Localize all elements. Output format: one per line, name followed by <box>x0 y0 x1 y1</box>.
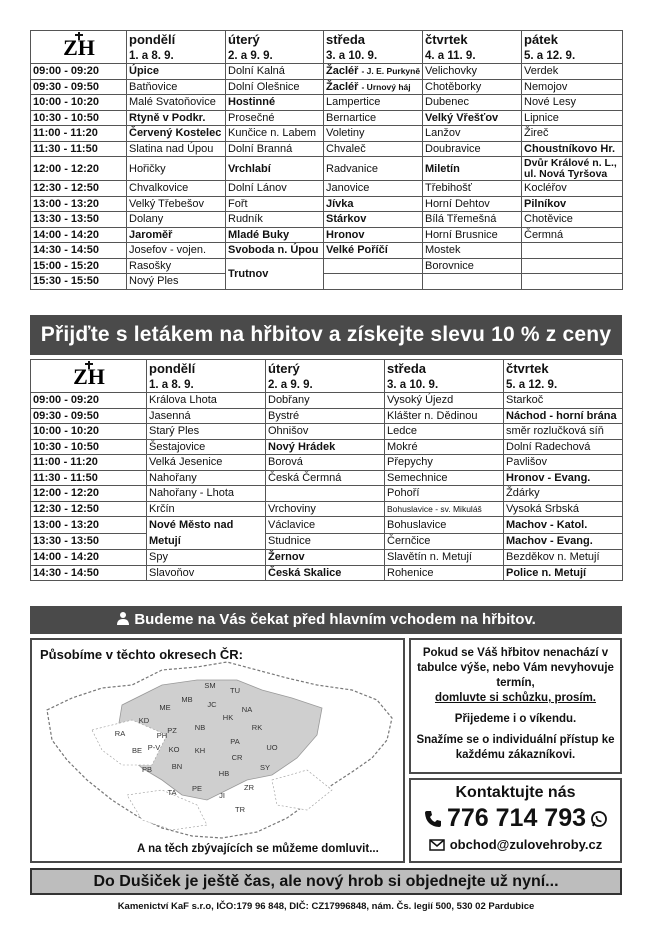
cell: Horní Dehtov <box>423 196 522 212</box>
cell: Krčín <box>147 501 266 517</box>
cell <box>324 274 423 290</box>
time-slot: 11:30 - 11:50 <box>31 141 127 157</box>
district-label: RA <box>114 729 126 738</box>
cell: Svoboda n. Úpou <box>226 243 324 259</box>
table-row <box>31 157 623 181</box>
table-row <box>31 274 623 290</box>
t2-day-name: pondělí <box>147 360 266 378</box>
time-slot: 13:00 - 13:20 <box>31 196 127 212</box>
cell: Slatina nad Úpou <box>127 141 226 157</box>
t1-day-dates: 3. a 10. 9. <box>324 48 423 63</box>
district-label: PZ <box>167 726 177 735</box>
cell: Bohuslavice <box>385 517 504 534</box>
cell: Pavlišov <box>504 455 623 471</box>
cell: Choustníkovo Hr. <box>522 141 623 157</box>
t2-day-dates: 2. a 9. 9. <box>266 377 385 392</box>
cell: Vrchlabí <box>226 157 324 181</box>
cell: Lipnice <box>522 110 623 126</box>
district-label: TA <box>167 788 177 797</box>
cell: Králova Lhota <box>147 393 266 409</box>
time-slot: 12:30 - 12:50 <box>31 181 127 197</box>
time-slot: 13:30 - 13:50 <box>31 533 147 550</box>
cell: Česká Skalice <box>266 565 385 581</box>
cell: Fořt <box>226 196 324 212</box>
info-p3: Snažíme se o individuální přístup ke každému zákazníkovi. <box>416 734 615 761</box>
cell: Chotěborky <box>423 79 522 95</box>
table-row <box>31 258 623 274</box>
district-label: BN <box>171 762 183 771</box>
table-row <box>31 424 623 440</box>
t2-day-dates: 5. a 12. 9. <box>504 377 623 392</box>
cell: Nahořany - Lhota <box>147 486 266 502</box>
contact-phone[interactable] <box>411 804 620 833</box>
czech-map <box>32 640 403 861</box>
t1-day-name: středa <box>324 31 423 49</box>
cell: Janovice <box>324 181 423 197</box>
cell: Česká Čermná <box>266 470 385 486</box>
cell: Dvůr Králové n. L., ul. Nová Tyršova <box>522 157 623 181</box>
time-slot: 09:30 - 09:50 <box>31 79 127 95</box>
cell: Starý Ples <box>147 424 266 440</box>
cell: Bernartice <box>324 110 423 126</box>
district-label: JI <box>219 791 225 800</box>
contact-title: Kontaktujte nás <box>455 784 576 801</box>
cell: Přepychy <box>385 455 504 471</box>
time-slot: 12:00 - 12:20 <box>31 486 147 502</box>
t2-day-dates: 1. a 8. 9. <box>147 377 266 392</box>
time-slot: 09:30 - 09:50 <box>31 408 147 424</box>
cell: Bohuslavice - sv. Mikuláš <box>385 501 504 517</box>
cell: Radvanice <box>324 157 423 181</box>
cell: Velký Vřešťov <box>423 110 522 126</box>
cell: Hronov <box>324 227 423 243</box>
cell: Ledce <box>385 424 504 440</box>
cell: Velké Poříčí <box>324 243 423 259</box>
cell: Rasošky <box>127 258 226 274</box>
cell <box>423 274 522 290</box>
table-row <box>31 393 623 409</box>
cell: Hostinné <box>226 95 324 111</box>
cell: Vrchoviny <box>266 501 385 517</box>
cell: Chvalkovice <box>127 181 226 197</box>
cell: Jaroměř <box>127 227 226 243</box>
cell: Slavětín n. Metují <box>385 550 504 566</box>
table-row <box>31 533 623 550</box>
cell: Dolní Branná <box>226 141 324 157</box>
table-row <box>31 565 623 581</box>
table-row <box>31 64 623 80</box>
cell: Spy <box>147 550 266 566</box>
cell: Chvaleč <box>324 141 423 157</box>
cell: Machov - Evang. <box>504 533 623 550</box>
cell: Klášter n. Dědinou <box>385 408 504 424</box>
cell <box>522 258 623 274</box>
district-label: PB <box>141 765 153 774</box>
time-slot: 12:00 - 12:20 <box>31 157 127 181</box>
cell: Borovnice <box>423 258 522 274</box>
contact-box <box>409 778 622 863</box>
table-row <box>31 227 623 243</box>
table-row <box>31 181 623 197</box>
cell: Mokré <box>385 439 504 455</box>
cell: Úpice <box>127 64 226 80</box>
time-slot: 14:00 - 14:20 <box>31 550 147 566</box>
cell: Dolní Radechová <box>504 439 623 455</box>
time-slot: 14:00 - 14:20 <box>31 227 127 243</box>
cell: Nemojov <box>522 79 623 95</box>
cell: Slavoňov <box>147 565 266 581</box>
district-label: SY <box>259 763 271 772</box>
bottom-banner: Do Dušiček je ještě čas, ale nový hrob si objednejte už nyní... <box>30 868 622 895</box>
cell: Vysoký Újezd <box>385 393 504 409</box>
table-row <box>31 455 623 471</box>
cell: Dolany <box>127 212 226 228</box>
cell: Horní Brusnice <box>423 227 522 243</box>
info-p1: Pokud se Váš hřbitov nenachází v tabulce výše, nebo Vám nevyhovuje termín, <box>417 647 614 689</box>
cell: Hořičky <box>127 157 226 181</box>
cell: Lanžov <box>423 126 522 142</box>
cell <box>266 486 385 502</box>
cell: Žacléř - Urnový háj <box>324 79 423 95</box>
cell: Machov - Katol. <box>504 517 623 534</box>
table-row <box>31 243 623 259</box>
district-label: TR <box>235 805 245 814</box>
district-label: BE <box>131 746 143 755</box>
cell: Žireč <box>522 126 623 142</box>
cell: Velichovky <box>423 64 522 80</box>
cell: Batňovice <box>127 79 226 95</box>
discount-banner: Přijďte s letákem na hřbitov a získejte slevu 10 % z ceny hrobu. <box>30 315 622 355</box>
whatsapp-icon <box>590 810 608 828</box>
info-p2: Přijedeme i o víkendu. <box>454 713 577 725</box>
t1-day-dates: 2. a 9. 9. <box>226 48 324 63</box>
district-label: TU <box>230 686 240 695</box>
table-row <box>31 212 623 228</box>
table-row <box>31 141 623 157</box>
svg-text:ZH: ZH <box>62 35 95 60</box>
time-slot: 11:00 - 11:20 <box>31 455 147 471</box>
district-label: ZR <box>244 783 254 792</box>
cell: Pilníkov <box>522 196 623 212</box>
cell: Václavice <box>266 517 385 534</box>
cell: Semechnice <box>385 470 504 486</box>
district-label: HB <box>218 769 230 778</box>
cell: Trutnov <box>226 258 324 289</box>
cell: Stárkov <box>324 212 423 228</box>
time-slot: 15:30 - 15:50 <box>31 274 127 290</box>
person-icon <box>116 611 134 628</box>
cell: Borová <box>266 455 385 471</box>
district-label: MB <box>181 695 193 704</box>
cell: Dubenec <box>423 95 522 111</box>
time-slot: 09:00 - 09:20 <box>31 393 147 409</box>
time-slot: 10:30 - 10:50 <box>31 439 147 455</box>
table-row <box>31 470 623 486</box>
cell: Rohenice <box>385 565 504 581</box>
time-slot: 15:00 - 15:20 <box>31 258 127 274</box>
table-row <box>31 439 623 455</box>
cell: Jívka <box>324 196 423 212</box>
cell: Malé Svatoňovice <box>127 95 226 111</box>
district-label: CR <box>231 753 243 762</box>
cell: Ohnišov <box>266 424 385 440</box>
cell: Velká Jesenice <box>147 455 266 471</box>
district-label: KH <box>194 746 206 755</box>
time-slot: 11:00 - 11:20 <box>31 126 127 142</box>
cell: Hronov - Evang. <box>504 470 623 486</box>
appointment-link[interactable]: domluvte si schůzku, prosím. <box>434 692 597 704</box>
schedule-table-1 <box>30 30 623 290</box>
info-box <box>409 638 622 774</box>
cell: Třebihošť <box>423 181 522 197</box>
cell: Kunčice n. Labem <box>226 126 324 142</box>
entrance-banner <box>30 606 622 634</box>
cell: Šestajovice <box>147 439 266 455</box>
cell: Mladé Buky <box>226 227 324 243</box>
time-slot: 13:00 - 13:20 <box>31 517 147 534</box>
phone-icon <box>423 809 443 829</box>
time-slot: 14:30 - 14:50 <box>31 243 127 259</box>
cell: Náchod - horní brána <box>504 408 623 424</box>
district-label: KO <box>168 745 180 754</box>
cell: Pohoří <box>385 486 504 502</box>
table-row <box>31 196 623 212</box>
svg-text:ZH: ZH <box>72 364 105 389</box>
time-slot: 10:30 - 10:50 <box>31 110 127 126</box>
cell: Ždárky <box>504 486 623 502</box>
entrance-banner-text: Budeme na Vás čekat před hlavním vchodem na hřbitov. <box>134 611 536 628</box>
time-slot: 12:30 - 12:50 <box>31 501 147 517</box>
cell: Žernov <box>266 550 385 566</box>
cell <box>522 274 623 290</box>
t1-day-dates: 1. a 8. 9. <box>127 48 226 63</box>
cell: Prosečné <box>226 110 324 126</box>
cell: Vysoká Srbská <box>504 501 623 517</box>
district-label: PH <box>156 731 168 740</box>
cell: Žacléř - J. E. Purkyně <box>324 64 423 80</box>
table-row <box>31 550 623 566</box>
company-logo-icon <box>59 360 119 390</box>
cell: Verdek <box>522 64 623 80</box>
cell: Dobřany <box>266 393 385 409</box>
cell: Nové Město nad Metují <box>147 517 266 550</box>
cell: Rudník <box>226 212 324 228</box>
phone-number: 776 714 793 <box>446 804 587 832</box>
cell: Červený Kostelec <box>127 126 226 142</box>
table-row <box>31 79 623 95</box>
cell: Velký Třebešov <box>127 196 226 212</box>
district-map-panel <box>30 638 405 863</box>
table-row <box>31 408 623 424</box>
cell: Mostek <box>423 243 522 259</box>
cell: Dolní Olešnice <box>226 79 324 95</box>
district-label: UO <box>266 743 278 752</box>
cell: Bystré <box>266 408 385 424</box>
cell: Čermná <box>522 227 623 243</box>
cell: Police n. Metují <box>504 565 623 581</box>
district-label: SM <box>204 681 216 690</box>
cell: Starkoč <box>504 393 623 409</box>
t1-day-name: čtvrtek <box>423 31 522 49</box>
table-row <box>31 517 623 534</box>
cell: Studnice <box>266 533 385 550</box>
cell: Nové Lesy <box>522 95 623 111</box>
time-slot: 09:00 - 09:20 <box>31 64 127 80</box>
cell: Doubravice <box>423 141 522 157</box>
cell: Chotěvice <box>522 212 623 228</box>
cell: Rtyně v Podkr. <box>127 110 226 126</box>
schedule-table-2 <box>30 359 623 581</box>
t1-day-name: úterý <box>226 31 324 49</box>
cell: Miletín <box>423 157 522 181</box>
district-label: RK <box>251 723 263 732</box>
time-slot: 13:30 - 13:50 <box>31 212 127 228</box>
info-text <box>411 646 620 706</box>
cell: Dolní Lánov <box>226 181 324 197</box>
cell: Černčice <box>385 533 504 550</box>
t1-day-dates: 4. a 11. 9. <box>423 48 522 63</box>
cell: Kocléřov <box>522 181 623 197</box>
t2-day-dates: 3. a 10. 9. <box>385 377 504 392</box>
cell: Bezděkov n. Metují <box>504 550 623 566</box>
cell: Nový Hrádek <box>266 439 385 455</box>
district-label: P-V <box>147 743 161 752</box>
cell: Nový Ples <box>127 274 226 290</box>
time-slot: 10:00 - 10:20 <box>31 95 127 111</box>
logo <box>31 360 147 393</box>
t1-day-name: pátek <box>522 31 623 49</box>
cell: Bílá Třemešná <box>423 212 522 228</box>
cell: směr rozlučková síň <box>504 424 623 440</box>
contact-email[interactable] <box>411 837 620 852</box>
cell: Voletiny <box>324 126 423 142</box>
time-slot: 10:00 - 10:20 <box>31 424 147 440</box>
email-address: obchod@zulovehroby.cz <box>449 837 603 852</box>
envelope-icon <box>429 839 445 851</box>
t1-day-name: pondělí <box>127 31 226 49</box>
t2-day-name: středa <box>385 360 504 378</box>
district-label: PA <box>230 737 240 746</box>
t2-day-name: čtvrtek <box>504 360 623 378</box>
logo <box>31 31 127 64</box>
district-label: HK <box>222 713 234 722</box>
time-slot: 14:30 - 14:50 <box>31 565 147 581</box>
time-slot: 11:30 - 11:50 <box>31 470 147 486</box>
table-row <box>31 126 623 142</box>
district-label: KD <box>138 716 150 725</box>
table-row <box>31 110 623 126</box>
table-row <box>31 501 623 517</box>
table-row <box>31 486 623 502</box>
cell <box>324 258 423 274</box>
district-label: PE <box>191 784 203 793</box>
company-footer: Kamenictví KaF s.r.o, IČO:179 96 848, DIČ: CZ17996848, nám. Čs. legií 500, 530 02 Pardubice <box>117 901 535 912</box>
district-label: JC <box>207 700 217 709</box>
cell: Josefov - vojen. <box>127 243 226 259</box>
cell: Lampertice <box>324 95 423 111</box>
district-label: NA <box>241 705 253 714</box>
cell: Nahořany <box>147 470 266 486</box>
district-label: ME <box>159 703 171 712</box>
district-label: NB <box>194 723 206 732</box>
company-logo-icon <box>49 31 109 61</box>
table-row <box>31 95 623 111</box>
t1-day-dates: 5. a 12. 9. <box>522 48 623 63</box>
map-title: Působíme v těchto okresech ČR: <box>40 647 243 662</box>
map-footer: A na těch zbývajících se můžeme domluvit... <box>137 843 379 855</box>
cell: Jasenná <box>147 408 266 424</box>
cell <box>522 243 623 259</box>
t2-day-name: úterý <box>266 360 385 378</box>
cell: Dolní Kalná <box>226 64 324 80</box>
